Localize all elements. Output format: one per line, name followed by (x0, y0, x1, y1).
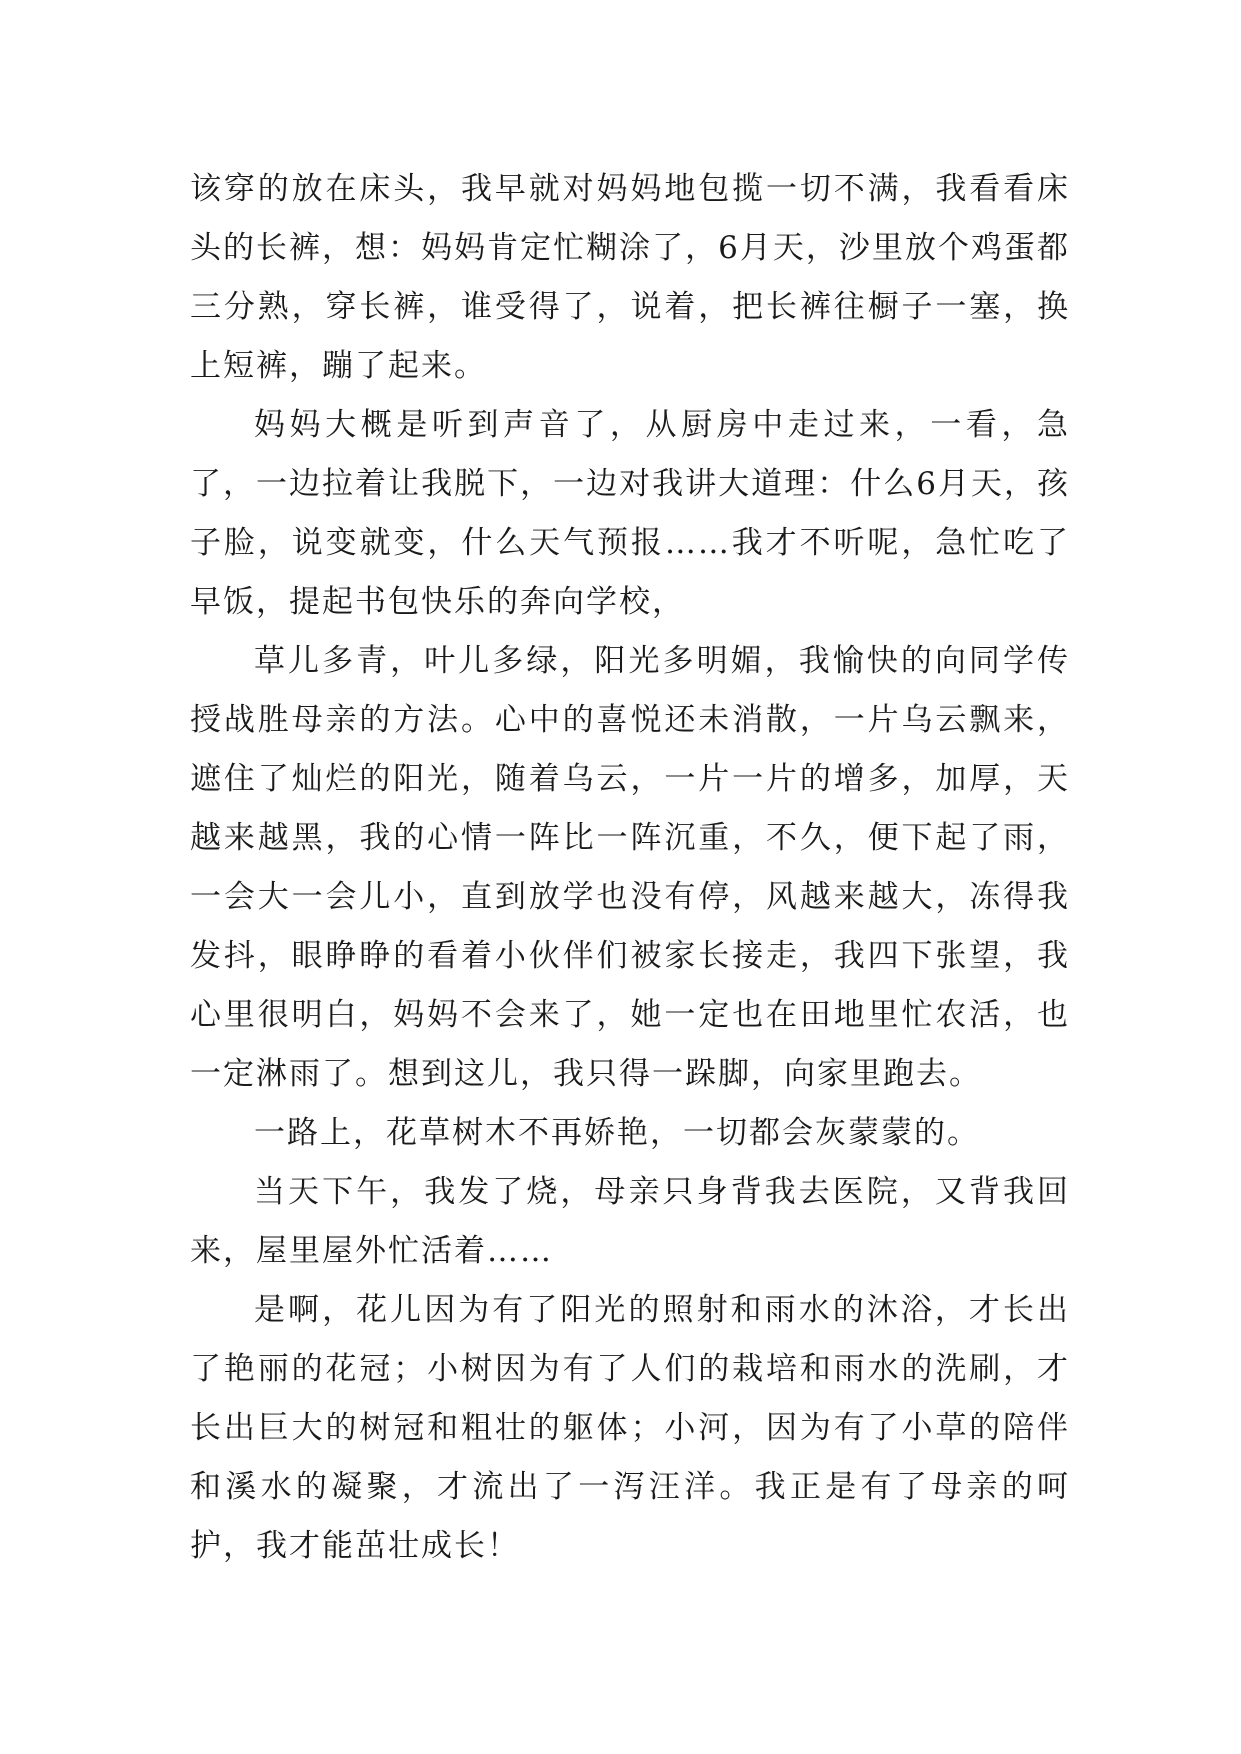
paragraph-4: 一路上，花草树木不再娇艳，一切都会灰蒙蒙的。 (254, 1115, 980, 1151)
paragraph-6: 是啊，花儿因为有了阳光的照射和雨水的沐浴，才长出了艳丽的花冠；小树因为有了人们的栽培和雨水的洗刷，才长出巨大的树冠和粗壮的躯体；小河，因为有了小草的陪伴和溪水的凝聚，才流出了一泻汪洋。我正是有了母亲的呵护，我才能茁壮成长！ (190, 1292, 1070, 1564)
paragraph-2: 妈妈大概是听到声音了，从厨房中走过来，一看，急了，一边拉着让我脱下，一边对我讲大道理：什么6月天，孩子脸，说变就变，什么天气预报……我才不听呢，急忙吃了早饭，提起书包快乐的奔向学校， (190, 407, 1070, 620)
paragraph-1: 该穿的放在床头，我早就对妈妈地包揽一切不满，我看看床头的长裤，想：妈妈肯定忙糊涂了，6月天，沙里放个鸡蛋都三分熟，穿长裤，谁受得了，说着，把长裤往橱子一塞，换上短裤，蹦了起来。 (190, 171, 1070, 384)
paragraph-5: 当天下午，我发了烧，母亲只身背我去医院，又背我回来，屋里屋外忙活着…… (190, 1174, 1070, 1269)
document-page (190, 160, 1070, 1576)
paragraph-3: 草儿多青，叶儿多绿，阳光多明媚，我愉快的向同学传授战胜母亲的方法。心中的喜悦还未消散，一片乌云飘来，遮住了灿烂的阳光，随着乌云，一片一片的增多，加厚，天越来越黑，我的心情一阵比一阵沉重，不久，便下起了雨，一会大一会儿小，直到放学也没有停，风越来越大，冻得我发抖，眼睁睁的看着小伙伴们被家长接走，我四下张望，我心里很明白，妈妈不会来了，她一定也在田地里忙农活，也一定淋雨了。想到这儿，我只得一跺脚，向家里跑去。 (190, 643, 1070, 1092)
